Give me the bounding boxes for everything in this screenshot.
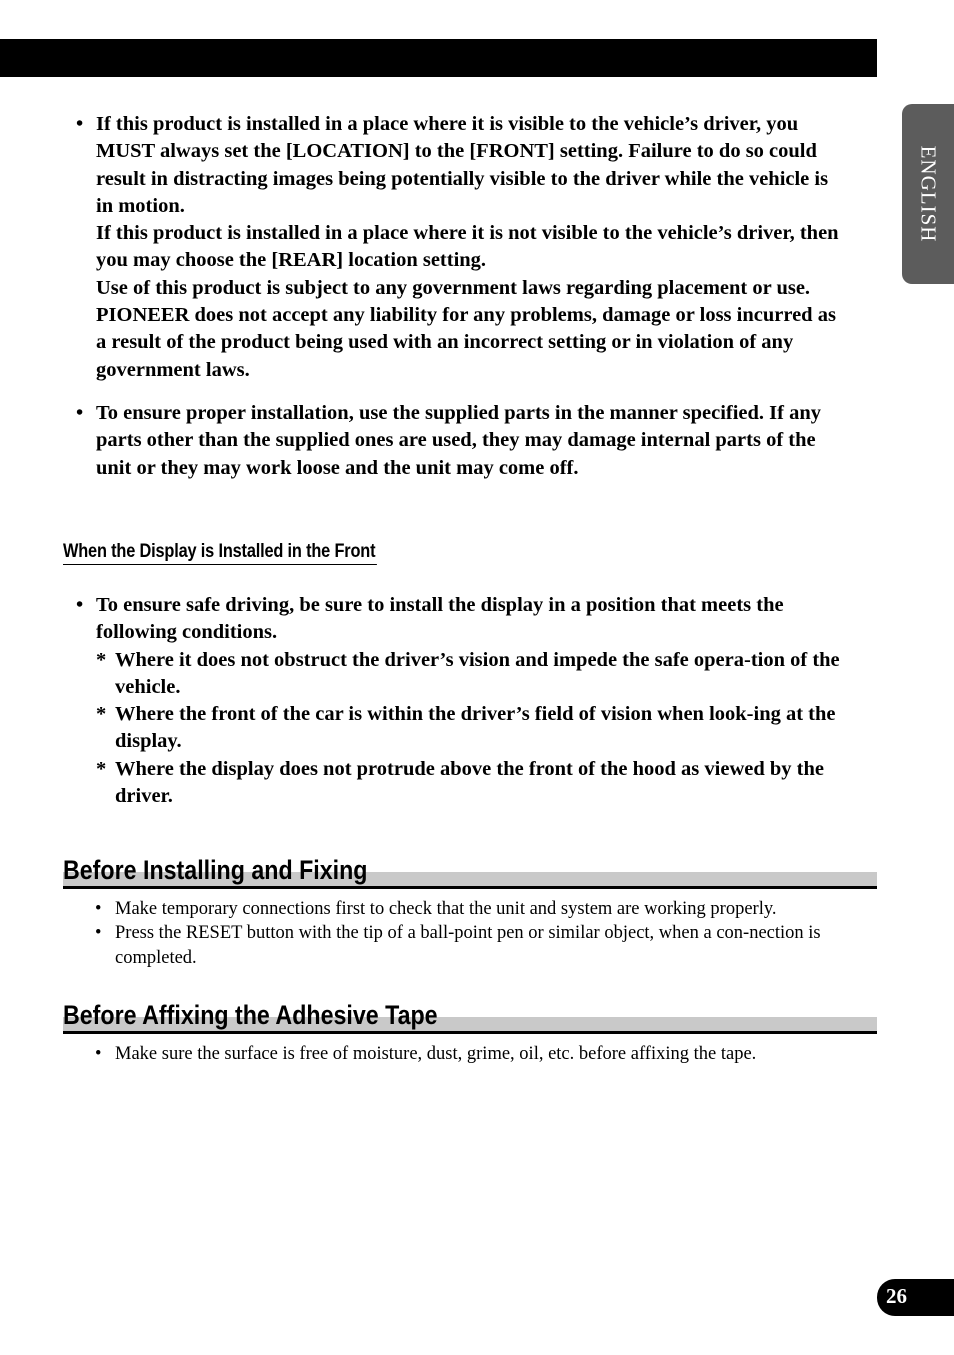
warning-item-location bbox=[0, 111, 877, 384]
header-bar bbox=[0, 39, 877, 77]
list-item-text: Make sure the surface is free of moisture, dust, grime, oil, etc. before affixing the tape. bbox=[115, 1044, 757, 1064]
warning-list bbox=[0, 111, 877, 482]
heading-rule bbox=[63, 886, 877, 889]
condition-text: Where the display does not protrude above the front of the hood as viewed by the driver. bbox=[115, 757, 824, 808]
list-item bbox=[0, 897, 877, 921]
section-heading-installing bbox=[63, 855, 877, 889]
bullet: • bbox=[76, 401, 84, 424]
condition-item bbox=[96, 756, 849, 811]
list-item-text: Press the RESET button with the tip of a ball-point pen or similar object, when a con-nection is completed. bbox=[115, 923, 821, 968]
front-condition-intro: To ensure safe driving, be sure to install the display in a position that meets the following conditions. bbox=[96, 594, 784, 644]
bullet: • bbox=[95, 1044, 102, 1064]
list-item bbox=[0, 1042, 877, 1066]
affixing-list bbox=[0, 1042, 877, 1066]
heading-rule bbox=[63, 1031, 877, 1034]
front-section-heading: When the Display is Installed in the Front bbox=[63, 541, 377, 565]
condition-item bbox=[96, 701, 849, 756]
condition-item bbox=[96, 647, 849, 702]
front-conditions-list bbox=[0, 592, 877, 810]
page-number-badge bbox=[877, 1279, 954, 1316]
warning-paragraph: If this product is installed in a place where it is not visible to the vehicle’s driver, then you may choose the [REAR] location setting. bbox=[96, 222, 839, 272]
condition-sub-list bbox=[96, 647, 849, 811]
bullet: • bbox=[76, 594, 84, 616]
condition-text: Where the front of the car is within the driver’s field of vision when look-ing at the display. bbox=[115, 703, 836, 753]
warning-paragraph: If this product is installed in a place where it is visible to the vehicle’s driver, you MUST always set the [LOCATION] to the [FRONT] setting. Failure to do so could result in distracting images being potentially visible to the driver while the vehicle is in motion. bbox=[96, 113, 829, 217]
warning-paragraph: To ensure proper installation, use the supplied parts in the manner specified. If any parts other than the supplied ones are used, they may damage internal parts of the unit or they may work loose and the unit may come off. bbox=[96, 401, 822, 479]
warning-item-parts bbox=[0, 400, 877, 482]
bullet: • bbox=[76, 113, 84, 135]
asterisk: * bbox=[96, 648, 107, 671]
warning-paragraph: Use of this product is subject to any government laws regarding placement or use. bbox=[96, 276, 811, 299]
condition-text: Where it does not obstruct the driver’s vision and impede the safe opera-tion of the vehicle. bbox=[115, 648, 840, 698]
section-heading-affixing bbox=[63, 1000, 877, 1034]
section-title: Before Installing and Fixing bbox=[63, 855, 368, 885]
list-item bbox=[0, 921, 877, 970]
section-title: Before Affixing the Adhesive Tape bbox=[63, 1000, 438, 1030]
language-tab-label: ENGLISH bbox=[916, 145, 941, 243]
warning-paragraph: PIONEER does not accept any liability for any problems, damage or loss incurred as a result of the product being used with an incorrect setting or in violation of any government laws. bbox=[96, 304, 836, 381]
language-tab bbox=[902, 104, 954, 284]
front-condition-item bbox=[0, 592, 877, 810]
installing-list bbox=[0, 897, 877, 970]
asterisk: * bbox=[96, 703, 107, 726]
list-item-text: Make temporary connections first to check that the unit and system are working properly. bbox=[115, 899, 777, 919]
bullet: • bbox=[95, 923, 102, 944]
bullet: • bbox=[95, 899, 102, 919]
asterisk: * bbox=[96, 757, 107, 780]
page-number: 26 bbox=[886, 1284, 907, 1308]
